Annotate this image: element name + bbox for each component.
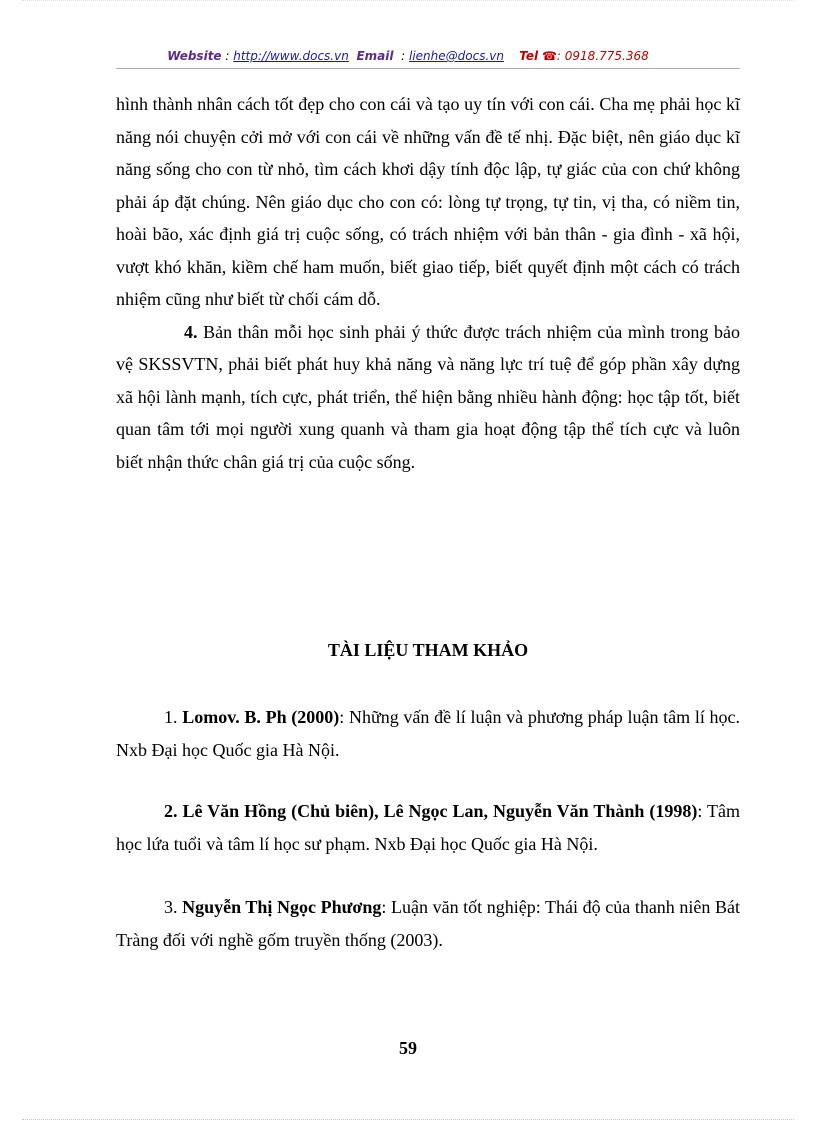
body-text [116,88,740,478]
reference-year: (2000) [291,707,340,727]
bottom-edge-divider [22,1119,794,1120]
header-divider [116,68,740,69]
top-edge-divider [22,0,794,1]
tel-number: : 0918.775.368 [556,49,649,63]
paragraph-4 [116,316,740,479]
reference-item-3 [116,891,740,956]
phone-icon: ☎ [541,49,557,63]
reference-author: Lomov. B. Ph [182,707,287,727]
email-separator: : [397,49,409,63]
email-label: Email [356,49,394,63]
page-header [0,47,816,65]
paragraph-continued: hình thành nhân cách tốt đẹp cho con cái và tạo uy tín với con cái. Cha mẹ phải học kĩ năng nói chuyện cởi mở với con cái về những vấn đề tế nhị. Đặc biệt, nên giáo dục kĩ năng sống cho con từ nhỏ, tìm cách khơi dậy tính độc lập, tự giác của con chứ không phải áp đặt chúng. Nên giáo dục cho con có: lòng tự trọng, tự tin, vị tha, có niềm tin, hoài bão, xác định giá trị cuộc sống, có trách nhiệm với bản thân - gia đình - xã hội, vượt khó khăn, kiềm chế ham muốn, biết giao tiếp, biết quyết định một cách có trách nhiệm cũng như biết từ chối cám dỗ. [116,94,740,309]
reference-item-1 [116,701,740,766]
reference-year: (1998) [649,801,698,821]
paragraph-4-text: Bản thân mỗi học sinh phải ý thức được trách nhiệm của mình trong bảo vệ SKSSVTN, phải biết phát huy khả năng và năng lực trí tuệ để góp phần xây dựng xã hội lành mạnh, tích cực, phát triển, thể hiện bằng nhiều hành động: học tập tốt, biết quan tâm tới mọi người xung quanh và tham gia hoạt động tập thể tích cực và luôn biết nhận thức chân giá trị của cuộc sống. [116,321,740,472]
page-number: 59 [399,1038,417,1058]
reference-item-2 [116,795,740,860]
reference-author: Nguyễn Thị Ngọc Phương [182,897,382,917]
reference-number: 2. [164,801,178,821]
reference-number: 3. [164,897,178,917]
website-label: Website [167,49,222,63]
tel-label: Tel [519,49,539,63]
website-link[interactable]: http://www.docs.vn [233,49,349,63]
reference-text: Tâm học lứa tuổi và tâm lí học sư phạm. Nxb Đại học Quốc gia Hà Nội. [116,801,741,854]
website-separator: : [221,49,234,63]
email-link[interactable]: lienhe@docs.vn [409,49,504,63]
paragraph-4-number: 4. [184,321,198,342]
references-title: TÀI LIỆU THAM KHẢO [327,640,529,660]
reference-punct: : [381,897,387,917]
reference-text: Luận văn tốt nghiệp: Thái độ của thanh niên Bát Tràng đối với nghề gốm truyền thống (2003). [116,897,740,950]
reference-author: Lê Văn Hồng (Chủ biên), Lê Ngọc Lan, Nguyễn Văn Thành [182,801,645,821]
reference-punct: : [339,707,345,727]
reference-punct: : [697,801,703,821]
reference-number: 1. [164,707,178,727]
reference-text: Những vấn đề lí luận và phương pháp luận tâm lí học. Nxb Đại học Quốc gia Hà Nội. [116,707,740,760]
